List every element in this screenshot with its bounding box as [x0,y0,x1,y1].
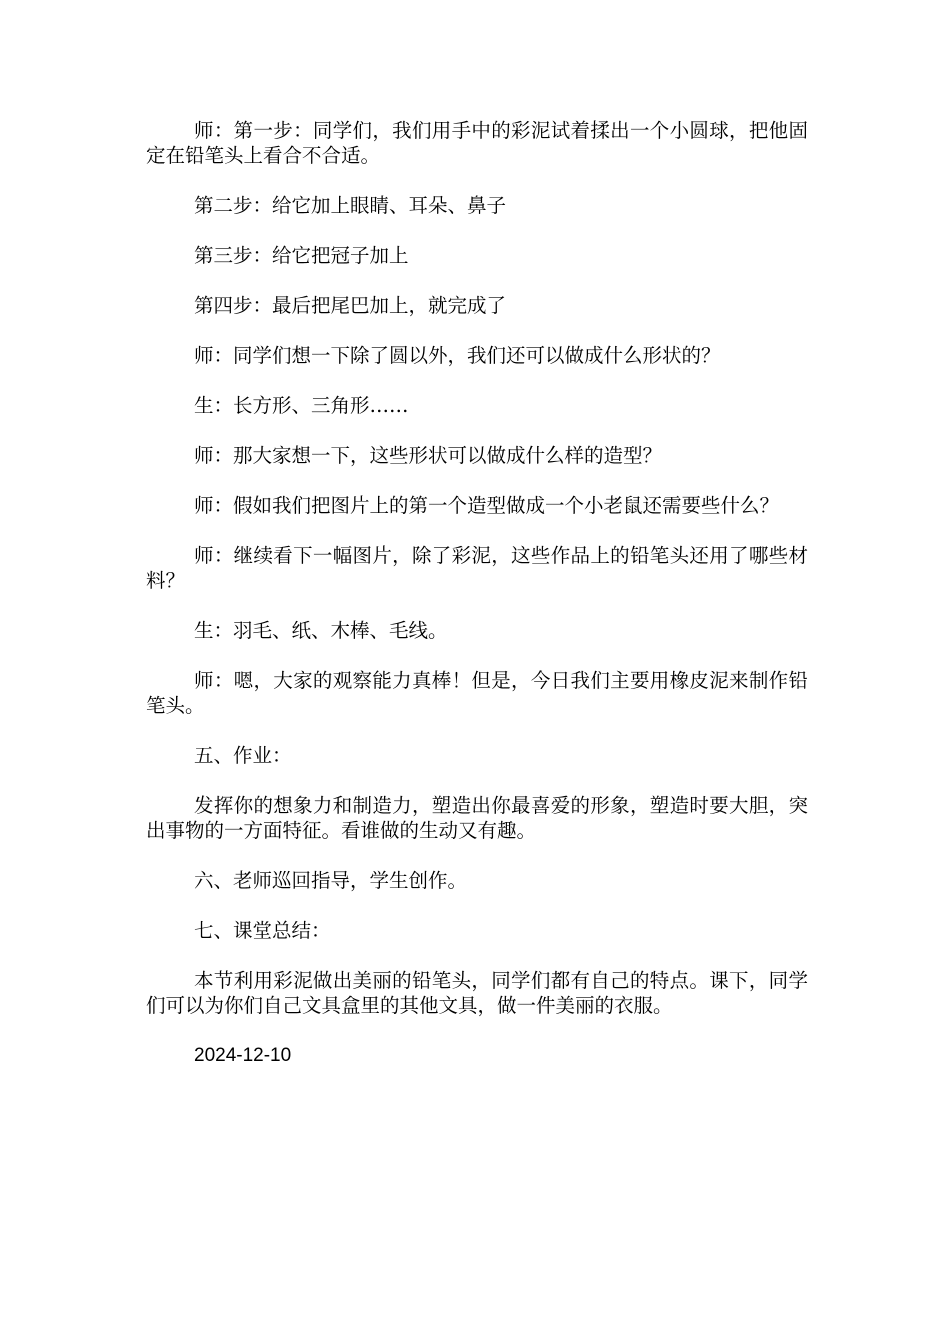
document-body [146,118,808,1068]
paragraph-teacher-shapes: 师：同学们想一下除了圆以外，我们还可以做成什么形状的？ [194,344,721,367]
paragraph-student-shapes: 生：长方形、三角形…… [194,394,409,417]
paragraph-teacher-praise: 师：嗯，大家的观察能力真棒！但是，今日我们主要用橡皮泥来制作铅笔头。 [146,669,808,717]
paragraph-homework: 发挥你的想象力和制造力，塑造出你最喜爱的形象，塑造时要大胆，突出事物的一方面特征。看谁做的生动又有趣。 [146,794,808,842]
document-date: 2024-12-10 [194,1045,292,1066]
paragraph-student-materials: 生：羽毛、纸、木棒、毛线。 [194,619,448,642]
paragraph-step-two: 第二步：给它加上眼睛、耳朵、鼻子 [194,194,507,217]
paragraph-teacher-models: 师：那大家想一下，这些形状可以做成什么样的造型？ [194,444,663,467]
paragraph-teacher-materials: 师：继续看下一幅图片，除了彩泥，这些作品上的铅笔头还用了哪些材料？ [146,544,808,592]
paragraph-step-one: 师：第一步：同学们，我们用手中的彩泥试着揉出一个小圆球，把他固定在铅笔头上看合不合适。 [146,119,808,167]
section-heading-homework: 五、作业： [194,744,292,767]
paragraph-step-four: 第四步：最后把尾巴加上，就完成了 [194,294,507,317]
paragraph-summary: 本节利用彩泥做出美丽的铅笔头，同学们都有自己的特点。课下，同学们可以为你们自己文具盒里的其他文具，做一件美丽的衣服。 [146,969,808,1017]
paragraph-teacher-mouse: 师：假如我们把图片上的第一个造型做成一个小老鼠还需要些什么？ [194,494,780,517]
section-heading-guidance: 六、老师巡回指导，学生创作。 [194,869,468,892]
paragraph-step-three: 第三步：给它把冠子加上 [194,244,409,267]
section-heading-summary: 七、课堂总结： [194,919,331,942]
